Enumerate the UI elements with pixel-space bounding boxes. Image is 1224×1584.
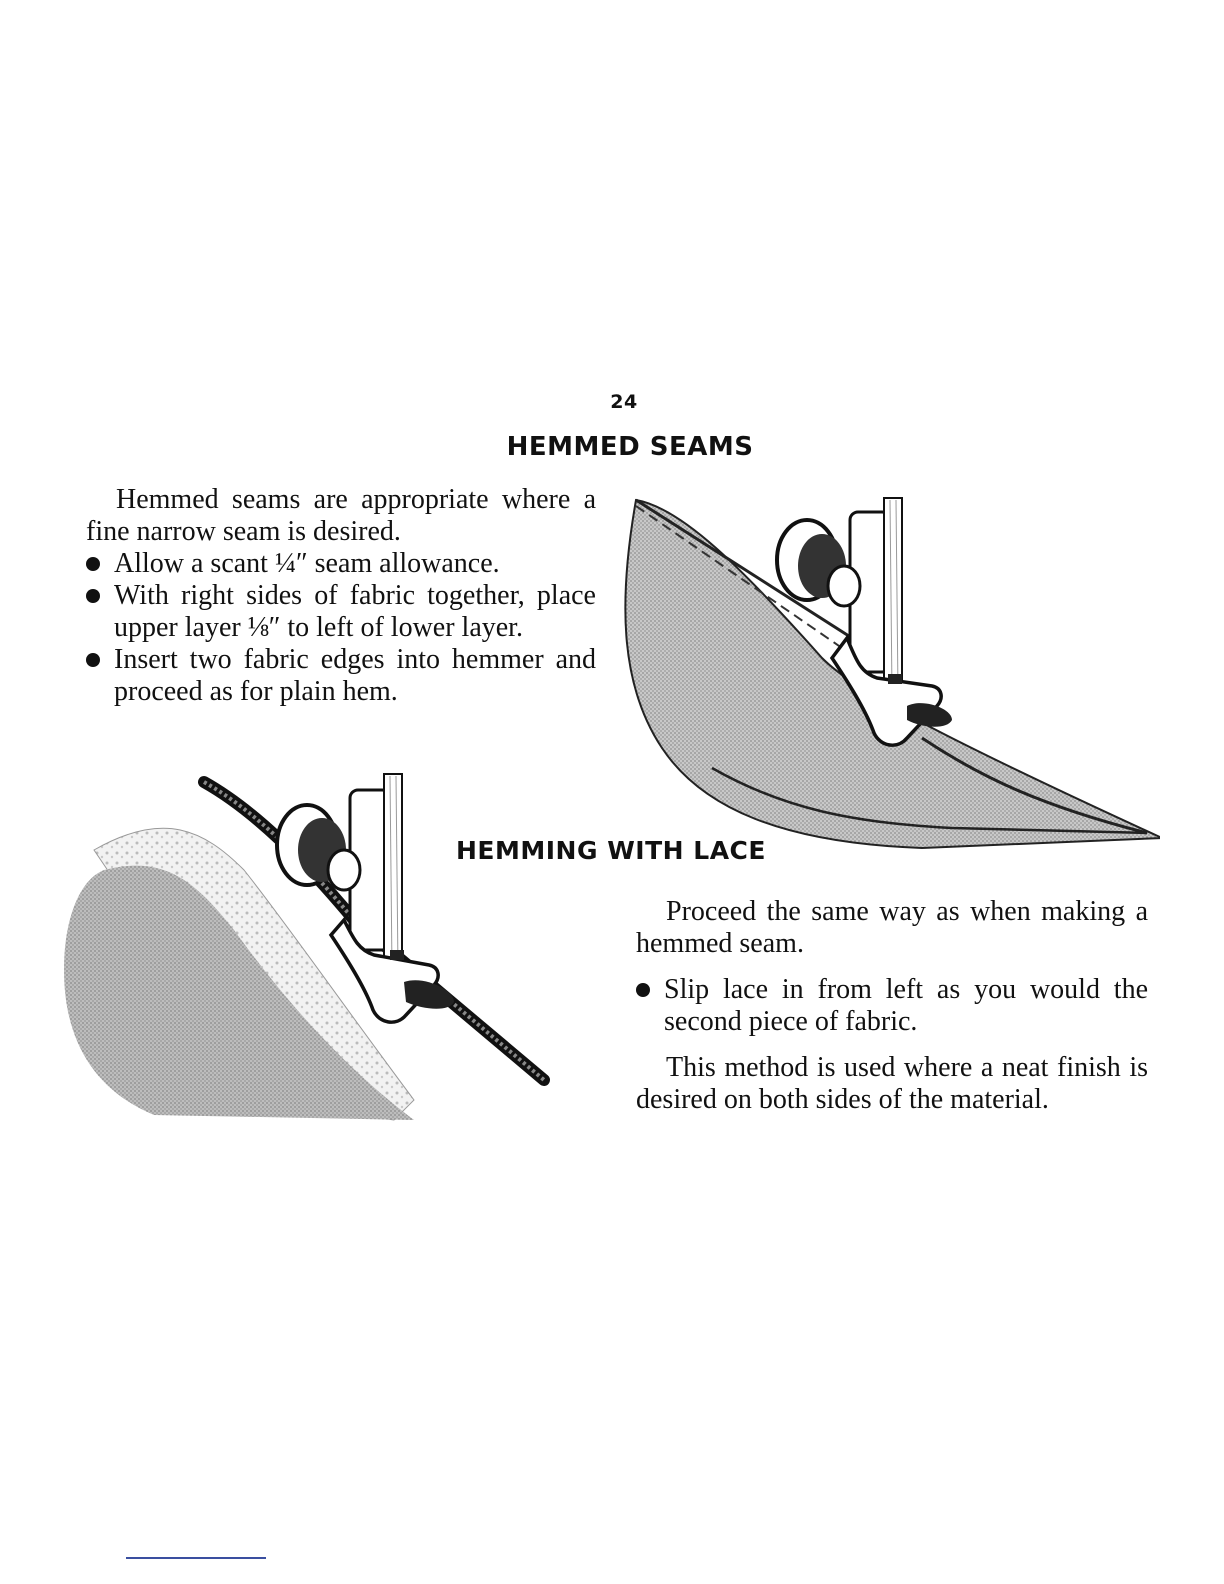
heading-hemming-with-lace: HEMMING WITH LACE [456, 836, 766, 865]
bullet-dot-icon [636, 983, 650, 997]
hemmed-bullet-3 [86, 644, 596, 708]
bullet-dot-icon [86, 589, 100, 603]
hemmed-bullet-3-text: Insert two fabric edges into hemmer and proceed as for plain hem. [114, 644, 596, 707]
hemmed-bullet-2-text: With right sides of fabric together, place upper layer ⅛″ to left of lower layer. [114, 580, 596, 643]
bullet-dot-icon [86, 653, 100, 667]
hemmed-bullet-1-text: Allow a scant ¼″ seam allowance. [114, 548, 500, 579]
bullet-dot-icon [86, 557, 100, 571]
hemmed-seam-illustration [622, 488, 1160, 864]
hemmed-bullet-1 [86, 548, 596, 580]
heading-hemmed-seams: HEMMED SEAMS [506, 432, 754, 462]
lace-bullet [636, 974, 1148, 1038]
lace-bullet-text: Slip lace in from left as you would the second piece of fabric. [664, 974, 1148, 1037]
page-number: 24 [610, 391, 638, 413]
hemming-lace-text [636, 896, 1148, 1116]
hemmed-bullet-2 [86, 580, 596, 644]
footer-rule [126, 1557, 266, 1559]
hemming-lace-illustration [54, 770, 566, 1130]
lace-paragraph-1: Proceed the same way as when making a hemmed seam. [636, 896, 1148, 959]
hemmed-seams-text [86, 484, 596, 708]
hemmed-seams-intro: Hemmed seams are appropriate where a fine narrow seam is desired. [86, 484, 596, 547]
lace-paragraph-2: This method is used where a neat finish is desired on both sides of the material. [636, 1052, 1148, 1115]
